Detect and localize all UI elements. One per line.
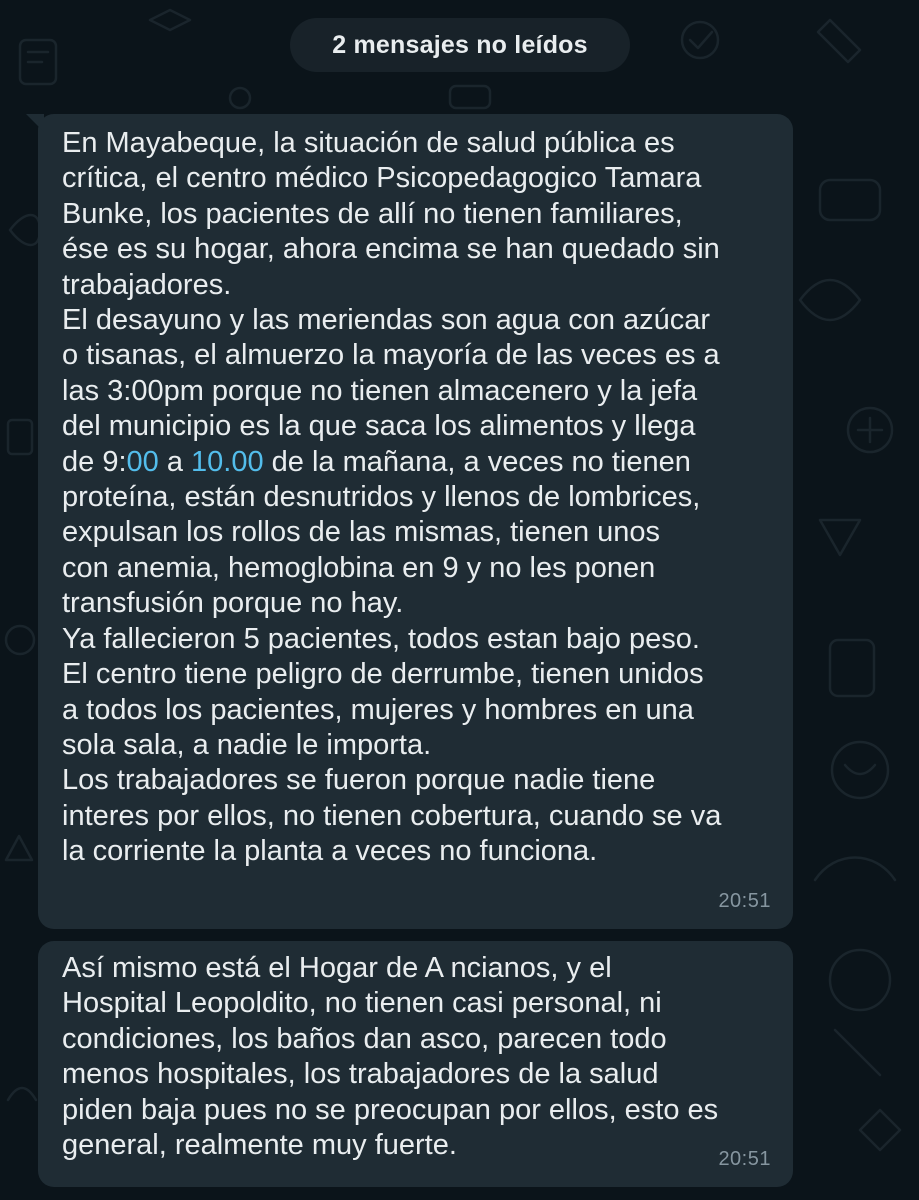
message-line: las 3:00pm porque no tienen almacenero y la jefa [62,374,698,407]
message-line: interes por ellos, no tienen cobertura, cuando se va [62,799,722,832]
message-text [62,126,771,870]
message-line: proteína, están desnutridos y llenos de lombrices, [62,481,701,514]
unread-messages-banner: 2 mensajes no leídos [290,18,630,72]
message-timestamp: 20:51 [718,1147,771,1170]
message-line: expulsan los rollos de las mismas, tienen unos [62,516,661,549]
message-line [62,445,771,480]
message-line: ése es su hogar, ahora encima se han quedado sin [62,233,720,266]
message-bubble[interactable] [38,114,793,929]
message-line: trabajadores. [62,268,232,301]
message-line: Bunke, los pacientes de allí no tienen familiares, [62,197,683,230]
message-line: crítica, el centro médico Psicopedagogico Tamara [62,162,702,195]
message-line: Hospital Leopoldito, no tienen casi personal, ni [62,987,662,1020]
message-line: o tisanas, el almuerzo la mayoría de las veces es a [62,339,720,372]
message-line: Los trabajadores se fueron porque nadie tiene [62,764,656,797]
message-line: En Mayabeque, la situación de salud pública es [62,127,675,159]
message-text [62,951,771,1163]
message-line: menos hospitales, los trabajadores de la salud [62,1058,659,1091]
message-line: general, realmente muy fuerte. [62,1129,457,1162]
message-line: Así mismo está el Hogar de A ncianos, y el [62,952,612,984]
message-line: la corriente la planta a veces no funciona. [62,835,598,868]
message-line: transfusión porque no hay. [62,587,404,620]
message-line: a todos los pacientes, mujeres y hombres en una [62,693,694,726]
message-line: piden baja pues no se preocupan por ellos, esto es [62,1093,719,1126]
message-line: El desayuno y las meriendas son agua con azúcar [62,304,711,337]
line-segment: de 9: [62,445,127,478]
time-link[interactable]: 10.00 [191,445,264,478]
message-line: sola sala, a nadie le importa. [62,728,432,761]
line-segment: a [158,445,192,478]
message-line: condiciones, los baños dan asco, parecen todo [62,1022,667,1055]
message-line: Ya fallecieron 5 pacientes, todos estan bajo peso. [62,622,700,655]
message-line: del municipio es la que saca los alimentos y llega [62,410,696,443]
line-segment: de la mañana, a veces no tienen [263,445,691,478]
message-line: con anemia, hemoglobina en 9 y no les ponen [62,551,656,584]
time-link[interactable]: 00 [126,445,159,478]
message-bubble[interactable] [38,941,793,1187]
message-timestamp: 20:51 [718,889,771,912]
message-line: El centro tiene peligro de derrumbe, tienen unidos [62,658,704,691]
